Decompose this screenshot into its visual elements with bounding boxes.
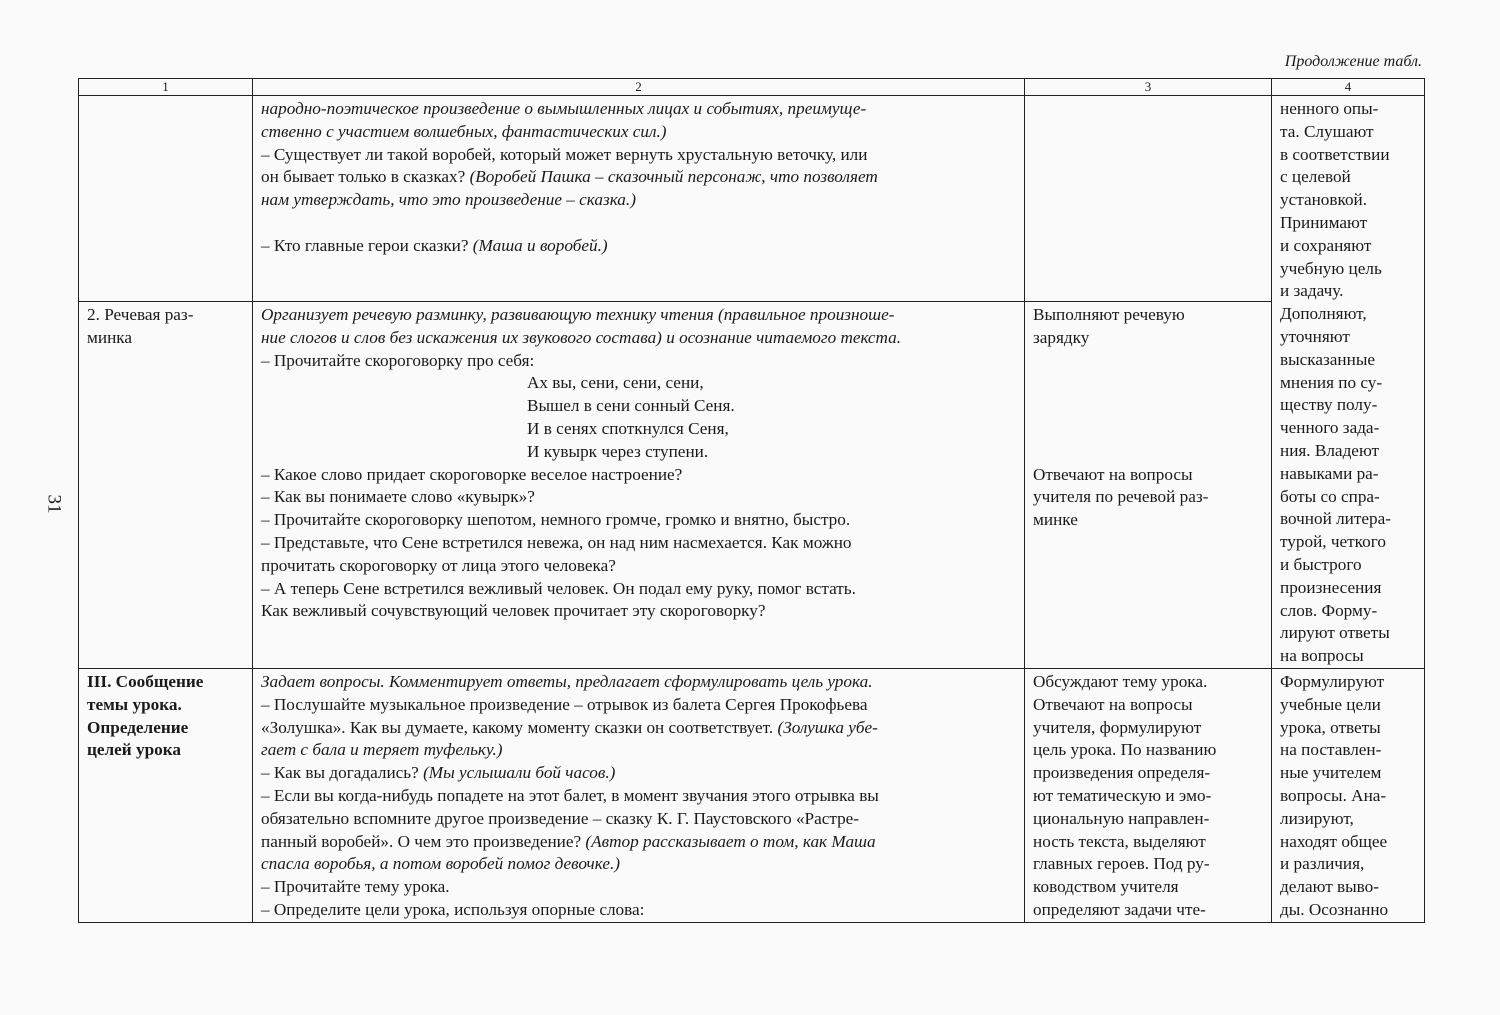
text-line: Организует речевую разминку, развивающую технику чтения (правильное произноше- (261, 305, 895, 325)
answer-span: (Мы услышали бой часов.) (423, 763, 616, 783)
lesson-table (78, 78, 1425, 923)
text-line: учебные цели (1280, 694, 1381, 714)
text-line: находят общее (1280, 831, 1388, 851)
text-line: слов. Форму- (1280, 600, 1378, 620)
continuation-label: Продолжение табл. (1284, 53, 1422, 70)
text-line: высказанные (1280, 349, 1376, 369)
stage-title-line: 2. Речевая раз- (87, 305, 194, 325)
text-line: Отвечают на вопросы (1033, 464, 1193, 484)
text-line: Формулируют (1280, 671, 1385, 691)
stage-title-line: Определение (87, 717, 189, 737)
text-line: – А теперь Сене встретился вежливый человек. Он подал ему руку, помог встать. (261, 578, 856, 598)
text-line: Принимают (1280, 212, 1368, 232)
text-line: турой, четкого (1280, 532, 1386, 552)
text-line: – Какое слово придает скороговорке веселое настроение? (261, 464, 683, 484)
stage-cell (79, 302, 253, 669)
column-number: 2 (253, 79, 1025, 96)
student-activity-cell (1025, 96, 1272, 302)
text-line: и быстрого (1280, 554, 1362, 574)
text-line: Выполняют речевую (1033, 305, 1185, 325)
uud-cell (1272, 96, 1425, 669)
text-line: учебную цель (1280, 258, 1382, 278)
text-line (261, 166, 1016, 189)
answer-span: (Воробей Пашка – сказочный персонаж, что позволяет (469, 167, 878, 187)
page-number: 31 (43, 494, 65, 514)
text-line: Дополняют, (1280, 304, 1367, 324)
text-line: ния. Владеют (1280, 440, 1380, 460)
text-line: произнесения (1280, 577, 1382, 597)
text-line: – Если вы когда-нибудь попадете на этот балет, в момент звучания этого отрывка вы (261, 785, 879, 805)
text-line: и сохраняют (1280, 235, 1372, 255)
text-line: ние слогов и слов без искажения их звукового состава) и осознание читаемого текста. (261, 327, 902, 347)
text-line: на поставлен- (1280, 740, 1382, 760)
text-line: обязательно вспомните другое произведение – сказку К. Г. Паустовского «Растре- (261, 808, 860, 828)
text-line: спасла воробья, а потом воробей помог девочке.) (261, 854, 620, 874)
table-row (79, 302, 1425, 669)
text-line: Как вежливый сочувствующий человек прочитает эту скороговорку? (261, 601, 766, 621)
text-line: вочной литера- (1280, 509, 1391, 529)
stage-title-line: целей урока (87, 740, 181, 760)
text-line: минке (1033, 510, 1078, 530)
text-line: нам утверждать, что это произведение – сказка.) (261, 190, 636, 210)
text-line: Обсуждают тему урока. (1033, 671, 1208, 691)
text-line: народно-поэтическое произведение о вымышленных лицах и событиях, преимуще- (261, 99, 867, 118)
text-line: ные учителем (1280, 763, 1382, 783)
poem-line: Ах вы, сени, сени, сени, (527, 373, 704, 393)
text-line: зарядку (1033, 327, 1090, 347)
text-line (261, 831, 1016, 854)
text-line: цель урока. По названию (1033, 740, 1217, 760)
text-line: на вопросы (1280, 646, 1364, 666)
answer-span: (Золушка убе- (777, 717, 878, 737)
text-line: ществу полу- (1280, 395, 1378, 415)
text-line (261, 762, 1016, 785)
text-span: – Кто главные герои сказки? (261, 235, 473, 255)
text-line: Отвечают на вопросы (1033, 694, 1193, 714)
text-line: прочитать скороговорку от лица этого человека? (261, 555, 616, 575)
text-line (261, 235, 1016, 258)
text-line: – Прочитайте скороговорку шепотом, немного громче, громко и внятно, быстро. (261, 510, 851, 530)
uud-cell (1272, 668, 1425, 922)
text-line: учителя, формулируют (1033, 717, 1202, 737)
text-line: ченного зада- (1280, 418, 1380, 438)
text-line: боты со спра- (1280, 486, 1380, 506)
text-line: ственно с участием волшебных, фантастических сил.) (261, 121, 667, 141)
teacher-activity-cell (253, 96, 1025, 302)
text-line: лируют ответы (1280, 623, 1390, 643)
column-number: 3 (1025, 79, 1272, 96)
text-span: он бывает только в сказках? (261, 167, 470, 187)
poem-line: И кувырк через ступени. (527, 441, 709, 461)
stage-title-line: темы урока. (87, 694, 182, 714)
text-line: в соответствии (1280, 144, 1390, 164)
text-line: учителя по речевой раз- (1033, 487, 1209, 507)
text-line: циональную направлен- (1033, 808, 1210, 828)
teacher-activity-cell (253, 302, 1025, 669)
text-span: «Золушка». Как вы думаете, какому моменту сказки он соответствует. (261, 717, 778, 737)
table-row (79, 668, 1425, 922)
text-line: и задачу. (1280, 281, 1344, 301)
text-line: установкой. (1280, 190, 1368, 210)
text-line: определяют задачи чте- (1033, 899, 1206, 919)
text-line: та. Слушают (1280, 121, 1374, 141)
text-line: с целевой (1280, 167, 1351, 187)
text-line: – Прочитайте тему урока. (261, 877, 450, 897)
text-line: – Представьте, что Сене встретился невежа, он над ним насмехается. Как можно (261, 533, 852, 553)
poem-line: Вышел в сени сонный Сеня. (527, 396, 735, 416)
text-line: и различия, (1280, 854, 1365, 874)
text-line: – Определите цели урока, используя опорные слова: (261, 899, 645, 919)
stage-title-line: минка (87, 327, 132, 347)
poem-line: И в сенях споткнулся Сеня, (527, 419, 729, 439)
text-line: мнения по су- (1280, 372, 1383, 392)
text-line: произведения определя- (1033, 763, 1211, 783)
text-line: – Как вы понимаете слово «кувырк»? (261, 487, 535, 507)
stage-cell (79, 96, 253, 302)
answer-span: (Автор рассказывает о том, как Маша (585, 831, 876, 851)
text-line: ненного опы- (1280, 99, 1379, 118)
text-line: – Прочитайте скороговорку про себя: (261, 350, 535, 370)
text-line: гает с бала и теряет туфельку.) (261, 740, 503, 760)
column-number: 1 (79, 79, 253, 96)
student-activity-cell (1025, 668, 1272, 922)
text-line: Задает вопросы. Комментирует ответы, предлагает сформулировать цель урока. (261, 671, 873, 691)
text-line: уточняют (1280, 326, 1350, 346)
stage-cell (79, 668, 253, 922)
text-line: ют тематическую и эмо- (1033, 785, 1212, 805)
text-line: урока, ответы (1280, 717, 1381, 737)
text-line: вопросы. Ана- (1280, 785, 1387, 805)
text-line (261, 717, 1016, 740)
text-line: лизируют, (1280, 808, 1354, 828)
student-activity-cell (1025, 302, 1272, 669)
text-line: – Послушайте музыкальное произведение – отрывок из балета Сергея Прокофьева (261, 694, 868, 714)
answer-span: (Маша и воробей.) (472, 235, 608, 255)
text-line: ководством учителя (1033, 877, 1179, 897)
text-line: делают выво- (1280, 877, 1379, 897)
text-line: навыками ра- (1280, 463, 1379, 483)
column-number: 4 (1272, 79, 1425, 96)
table-row (79, 96, 1425, 302)
text-line: ды. Осознанно (1280, 899, 1389, 919)
text-line: – Существует ли такой воробей, который может вернуть хрустальную веточку, или (261, 144, 868, 164)
teacher-activity-cell (253, 668, 1025, 922)
column-numbers-row (79, 79, 1425, 96)
text-line: главных героев. Под ру- (1033, 854, 1210, 874)
text-span: панный воробей». О чем это произведение? (261, 831, 586, 851)
text-span: – Как вы догадались? (261, 763, 424, 783)
text-line: ность текста, выделяют (1033, 831, 1206, 851)
stage-title-line: III. Сообщение (87, 671, 204, 691)
